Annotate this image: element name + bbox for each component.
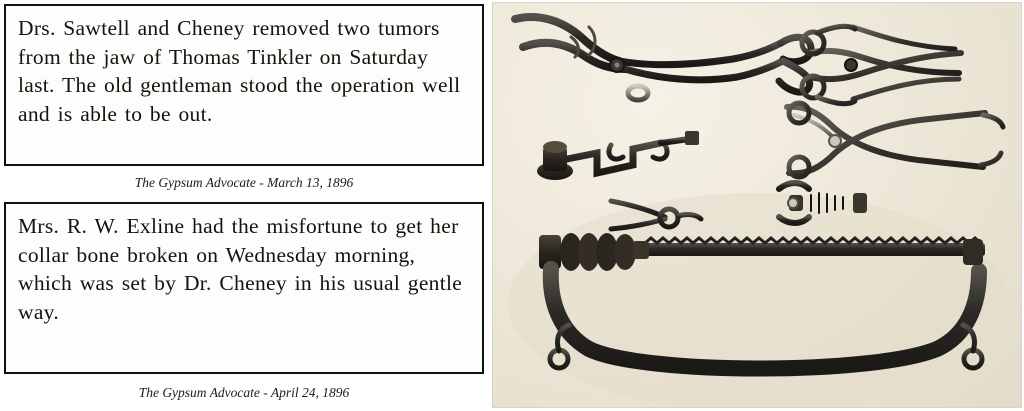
newspaper-clipping-1 bbox=[4, 4, 484, 166]
antique-surgical-instruments-photo bbox=[492, 2, 1022, 408]
clippings-column bbox=[0, 0, 492, 411]
clipping-2-text: Mrs. R. W. Exline had the misfortune to get her collar bone broken on Wednesday morning, which was set by Dr. Cheney in his usual gentle way. bbox=[18, 214, 463, 324]
newspaper-clipping-2 bbox=[4, 202, 484, 374]
bone-cutting-forceps-shape bbox=[515, 17, 811, 92]
clipping-2-caption: The Gypsum Advocate - April 24, 1896 bbox=[138, 385, 350, 400]
hand-trephine-drill-shape bbox=[537, 131, 699, 180]
clipping-1-text: Drs. Sawtell and Cheney removed two tumors from the jaw of Thomas Tinkler on Saturday last. The old gentleman stood the operation well and is able to be out. bbox=[18, 16, 461, 126]
clipping-1-caption: The Gypsum Advocate - March 13, 1896 bbox=[134, 175, 354, 190]
crossed-long-forceps-shape bbox=[787, 103, 1003, 177]
instruments-illustration bbox=[493, 3, 1022, 408]
surgical-shears-shape bbox=[802, 26, 961, 103]
